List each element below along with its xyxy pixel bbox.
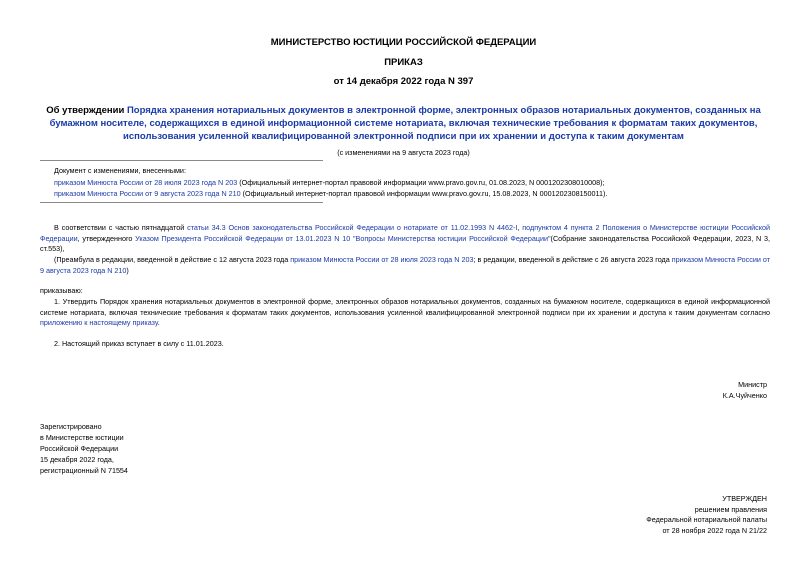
- order-item-1: [40, 297, 770, 329]
- approval-line: УТВЕРЖДЕН: [722, 494, 767, 503]
- preamble-note-link-1[interactable]: приказом Минюста России от 28 июля 2023 года N 203: [290, 255, 474, 264]
- preamble-note: [40, 255, 770, 276]
- preamble-text: (Собрание законодательства Российской Федерации, 2023, N 3, ст.553),: [40, 233, 770, 253]
- title-link[interactable]: Порядка хранения нотариальных документов в электронной форме, электронных образов нотариальных документов, созданных на бумажном носителе, содержащихся в единой информационной системе нотариата, включая технические требования к форматам таких документов, использования усиленной квалифицированной электронной подписи при их хранении и доступа к таким документам: [49, 105, 761, 142]
- preamble-note-link-2[interactable]: приказом Минюста России от 9 августа 2023 года N 210: [40, 255, 770, 275]
- registration-line: в Министерстве юстиции: [40, 433, 124, 442]
- registration-line: Зарегистрировано: [40, 422, 102, 431]
- changes-intro: Документ с изменениями, внесенными:: [54, 166, 186, 175]
- preamble-text: ,: [517, 223, 523, 232]
- preamble-note-text: ): [126, 265, 129, 275]
- preamble-link-decree[interactable]: Указом Президента Российской Федерации от 13.01.2023 N 10 "Вопросы Министерства юстиции Российской Федерации": [135, 233, 551, 243]
- order-item-1-end: .: [157, 318, 160, 327]
- document-type: ПРИКАЗ: [384, 57, 423, 68]
- approval-block: [646, 494, 767, 536]
- registration-block: [40, 421, 128, 476]
- edits-note: (с изменениями на 9 августа 2023 года): [337, 148, 470, 157]
- change-source-2: (Официальный интернет-портал правовой информации www.pravo.gov.ru, 15.08.2023, N 0001202308150011).: [240, 189, 608, 198]
- change-item: [54, 177, 794, 189]
- signature-block: [723, 380, 767, 401]
- divider-bottom: [40, 202, 323, 203]
- document-title: [28, 104, 779, 143]
- preamble-link-regulation[interactable]: подпунктом 4 пункта 2 Положения о Министерстве юстиции Российской Федерации: [40, 223, 771, 243]
- registration-line: 15 декабря 2022 года,: [40, 455, 114, 464]
- divider-top: [40, 160, 323, 161]
- approval-line: решением правления: [694, 504, 767, 514]
- order-word: приказываю:: [40, 286, 83, 295]
- change-link-1[interactable]: приказом Минюста России от 28 июля 2023 года N 203: [54, 177, 238, 187]
- registration-line: Российской Федерации: [40, 444, 119, 453]
- approval-line: от 28 ноября 2022 года N 21/22: [662, 525, 767, 535]
- change-source-1: (Официальный интернет-портал правовой информации www.pravo.gov.ru, 01.08.2023, N 0001202308010008);: [237, 177, 605, 187]
- order-item-2: 2. Настоящий приказ вступает в силу с 11.01.2023.: [54, 339, 224, 348]
- registration-line: регистрационный N 71554: [40, 466, 128, 475]
- signature-position: Министр: [738, 380, 767, 389]
- title-prefix: Об утверждении: [46, 105, 127, 116]
- appendix-link[interactable]: приложению к настоящему приказу: [40, 318, 158, 327]
- preamble-note-text: ; в редакции, введенной в действие с 26 августа 2023 года: [473, 255, 672, 264]
- preamble-text: , утвержденного: [77, 233, 136, 243]
- preamble-note-text: (Преамбула в редакции, введенной в действие с 12 августа 2023 года: [54, 255, 291, 264]
- signature-name: К.А.Чуйченко: [722, 390, 767, 400]
- ministry-heading: МИНИСТЕРСТВО ЮСТИЦИИ РОССИЙСКОЙ ФЕДЕРАЦИИ: [270, 37, 537, 48]
- change-item: [54, 188, 794, 200]
- document-date-number: от 14 декабря 2022 года N 397: [333, 76, 474, 87]
- preamble: [40, 223, 770, 255]
- preamble-link-article[interactable]: статьи 34.3 Основ законодательства Российской Федерации о нотариате от 11.02.1993 N 4462-I: [187, 223, 518, 232]
- order-item-1-text: 1. Утвердить Порядок хранения нотариальных документов в электронной форме, электронных образов нотариальных документов, созданных на бумажном носителе, содержащихся в единой информационной системе нотариата, включая технические требования к форматам таких документов, использования усиленной квалифицированной электронной подписи при их хранении и доступа к таким документам согласно: [40, 297, 770, 317]
- changes-block: [54, 165, 794, 200]
- preamble-text: В соответствии с частью пятнадцатой: [54, 223, 188, 232]
- approval-line: Федеральной нотариальной палаты: [646, 515, 767, 524]
- change-link-2[interactable]: приказом Минюста России от 9 августа 2023 года N 210: [54, 189, 241, 198]
